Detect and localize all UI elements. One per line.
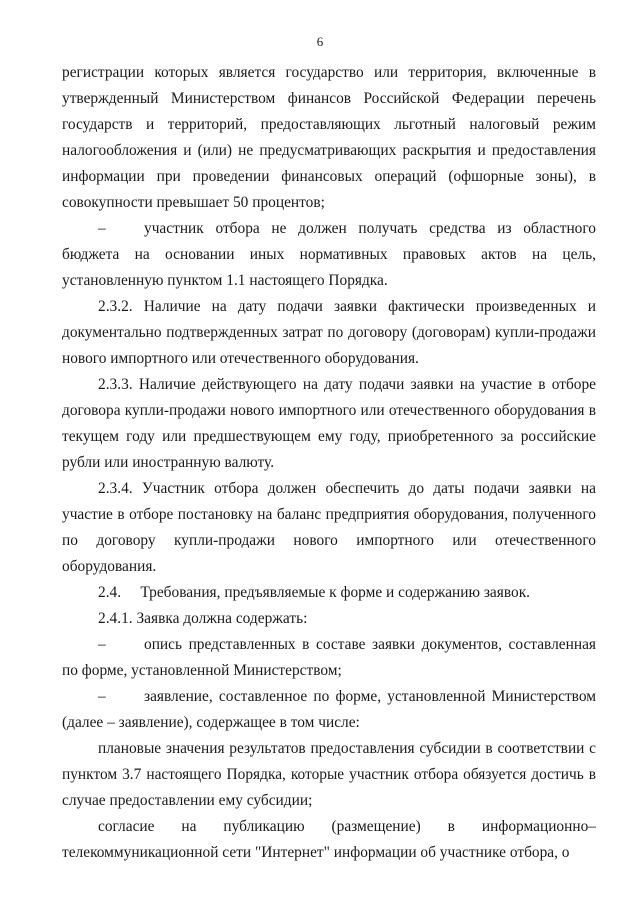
paragraph-2-4: 2.4. Требования, предъявляемые к форме и содержанию заявок.	[98, 584, 531, 601]
paragraph-consent: согласие на публикацию (размещение) в информационно–телекоммуникационной сети "Интернет" информации об участнике отбора, о	[62, 818, 596, 861]
list-item-application	[62, 684, 596, 736]
paragraph-2-4-1: 2.4.1. Заявка должна содержать:	[98, 610, 308, 627]
dash-marker: –	[98, 220, 106, 237]
list-item-no-other-funds	[62, 216, 596, 294]
list-item-text: заявление, составленное по форме, установленной Министерством (далее – заявление), содержащее в том числе:	[62, 688, 596, 731]
paragraph-offshore: регистрации которых является государство или территория, включенные в утвержденный Министерством финансов Российской Федерации перечень государств и территорий, предоставляющих льготный налоговый режим налогообложения и (или) не предусматривающих раскрытия и предоставления информации при проведении финансовых операций (офшорные зоны), в совокупности превышает 50 процентов;	[62, 64, 596, 211]
page-number: 6	[316, 34, 324, 49]
list-item-text: участник отбора не должен получать средства из областного бюджета на основании иных нормативных правовых актов на цель, установленную пунктом 1.1 настоящего Порядка.	[62, 220, 596, 289]
paragraph-2-3-3: 2.3.3. Наличие действующего на дату подачи заявки на участие в отборе договора купли-продажи нового импортного или отечественного оборудования в текущем году или предшествующем ему году, приобретенного за российские рубли или иностранную валюту.	[62, 376, 596, 471]
paragraph-planned-values: плановые значения результатов предоставления субсидии в соответствии с пунктом 3.7 настоящего Порядка, которые участник отбора обязуется достичь в случае предоставлении ему субсидии;	[62, 740, 596, 809]
list-item-inventory	[62, 632, 596, 684]
paragraph-2-3-4: 2.3.4. Участник отбора должен обеспечить до даты подачи заявки на участие в отборе постановку на баланс предприятия оборудования, полученного по договору купли-продажи нового импортного или отечественного оборудования.	[62, 480, 596, 575]
dash-marker: –	[98, 636, 106, 653]
paragraph-2-3-2: 2.3.2. Наличие на дату подачи заявки фактически произведенных и документально подтвержденных затрат по договору (договорам) купли-продажи нового импортного или отечественного оборудования.	[62, 298, 596, 367]
list-item-text: опись представленных в составе заявки документов, составленная по форме, установленной Министерством;	[62, 636, 596, 679]
document-body	[62, 60, 596, 866]
dash-marker: –	[98, 688, 106, 705]
